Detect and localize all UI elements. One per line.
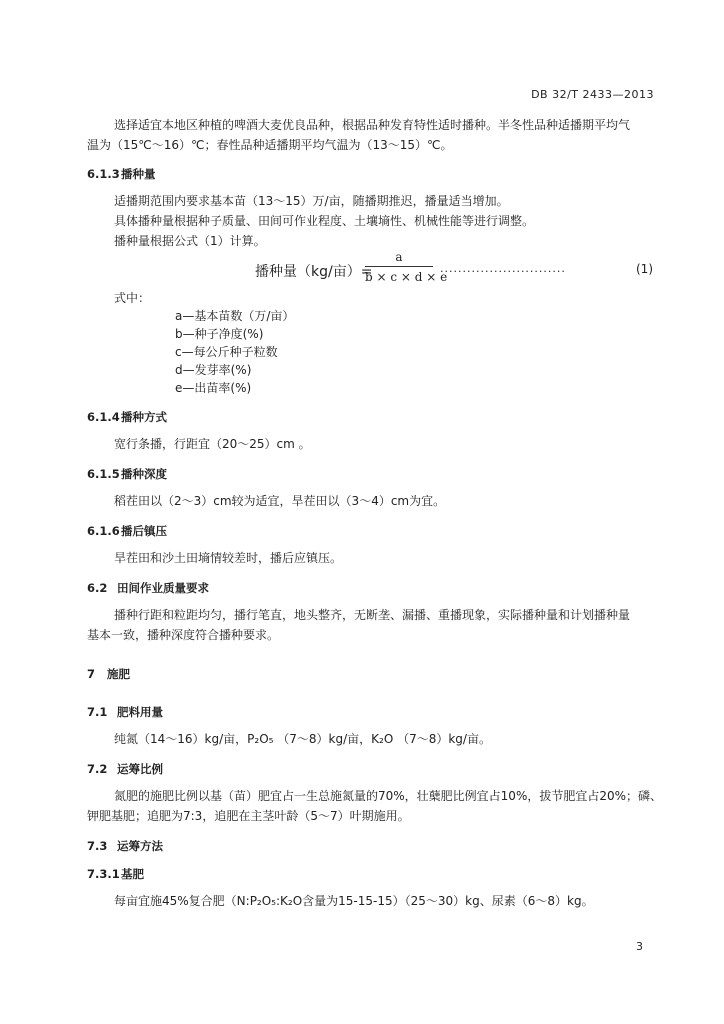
section-number: 6.1.4 xyxy=(87,410,120,424)
section-title: 田间作业质量要求 xyxy=(117,581,209,595)
s72-line-2: 钾肥基肥；追肥为7:3，追肥在主茎叶龄（5～7）叶期施用。 xyxy=(87,809,410,823)
fraction-bar xyxy=(365,266,433,267)
section-title: 运筹比例 xyxy=(117,762,163,776)
heading-7-2 xyxy=(87,761,163,777)
s613-line-3: 播种量根据公式（1）计算。 xyxy=(114,234,266,248)
section-title: 施肥 xyxy=(107,667,130,681)
var-c: c—每公斤种子粒数 xyxy=(175,345,278,359)
s62-line-1: 播种行距和粒距均匀，播行笔直，地头整齐，无断垄、漏播、重播现象，实际播种量和计划播种量 xyxy=(114,608,631,622)
section-number: 6.1.6 xyxy=(87,524,120,538)
var-d: d—发芽率(%) xyxy=(175,363,252,377)
section-number: 7.1 xyxy=(87,705,108,719)
heading-7-1 xyxy=(87,704,163,720)
page-number: 3 xyxy=(636,940,643,953)
intro-line-1: 选择适宜本地区种植的啤酒大麦优良品种，根据品种发育特性适时播种。半冬性品种适播期平均气 xyxy=(114,118,631,132)
s616-body: 旱茬田和沙土田墒情较差时，播后应镇压。 xyxy=(114,551,343,565)
s62-line-2: 基本一致，播种深度符合播种要求。 xyxy=(87,628,280,642)
heading-6-2 xyxy=(87,580,209,596)
formula-fraction xyxy=(365,250,448,290)
section-number: 6.1.3 xyxy=(87,167,120,181)
intro-line-2: 温为（15℃～16）℃；春性品种适播期平均气温为（13～15）℃。 xyxy=(87,138,453,152)
heading-7-3 xyxy=(87,838,163,854)
section-number: 6.1.5 xyxy=(87,467,120,481)
standard-code: DB 32/T 2433—2013 xyxy=(531,88,654,101)
section-number: 7.2 xyxy=(87,762,108,776)
section-title: 播种量 xyxy=(121,167,156,181)
section-title: 基肥 xyxy=(121,867,144,881)
section-number: 7.3.1 xyxy=(87,867,120,881)
s72-line-1: 氮肥的施肥比例以基（苗）肥宜占一生总施氮量的70%，壮蘖肥比例宜占10%，拔节肥宜占20%；磷、 xyxy=(114,789,663,803)
where-label: 式中： xyxy=(114,291,151,305)
formula-denominator: b × c × d × e xyxy=(365,270,448,284)
s615-body: 稻茬田以（2～3）cm较为适宜，旱茬田以（3～4）cm为宜。 xyxy=(114,494,446,508)
heading-6-1-5 xyxy=(87,466,167,482)
section-title: 播种方式 xyxy=(121,410,167,424)
section-title: 播后镇压 xyxy=(121,524,167,538)
heading-7 xyxy=(87,666,130,682)
var-e: e—出苗率(%) xyxy=(175,381,252,395)
section-title: 肥料用量 xyxy=(117,705,163,719)
formula-leader-dots: ............................ xyxy=(440,262,566,275)
formula-number: (1) xyxy=(636,262,653,276)
s613-line-1: 适播期范围内要求基本苗（13～15）万/亩，随播期推迟，播量适当增加。 xyxy=(114,194,509,208)
section-number: 7 xyxy=(87,667,96,681)
s613-line-2: 具体播种量根据种子质量、田间可作业程度、土壤墒性、机械性能等进行调整。 xyxy=(114,214,535,228)
section-number: 6.2 xyxy=(87,581,108,595)
formula-numerator: a xyxy=(395,250,403,264)
heading-6-1-4 xyxy=(87,409,167,425)
section-title: 播种深度 xyxy=(121,467,167,481)
heading-6-1-6 xyxy=(87,523,167,539)
heading-6-1-3 xyxy=(87,166,156,182)
heading-7-3-1 xyxy=(87,866,144,882)
section-title: 运筹方法 xyxy=(117,839,163,853)
s614-body: 宽行条播，行距宜（20～25）cm 。 xyxy=(114,437,311,451)
section-number: 7.3 xyxy=(87,839,108,853)
s731-body: 每亩宜施45%复合肥（N:P₂O₅:K₂O含量为15-15-15）（25～30）kg、尿素（6～8）kg。 xyxy=(114,894,594,908)
var-b: b—种子净度(%) xyxy=(175,327,264,341)
s71-body: 纯氮（14～16）kg/亩，P₂O₅ （7～8）kg/亩，K₂O （7～8）kg/亩。 xyxy=(114,732,491,746)
formula-label: 播种量（kg/亩）= xyxy=(255,264,373,280)
var-a: a—基本苗数（万/亩） xyxy=(175,309,295,323)
